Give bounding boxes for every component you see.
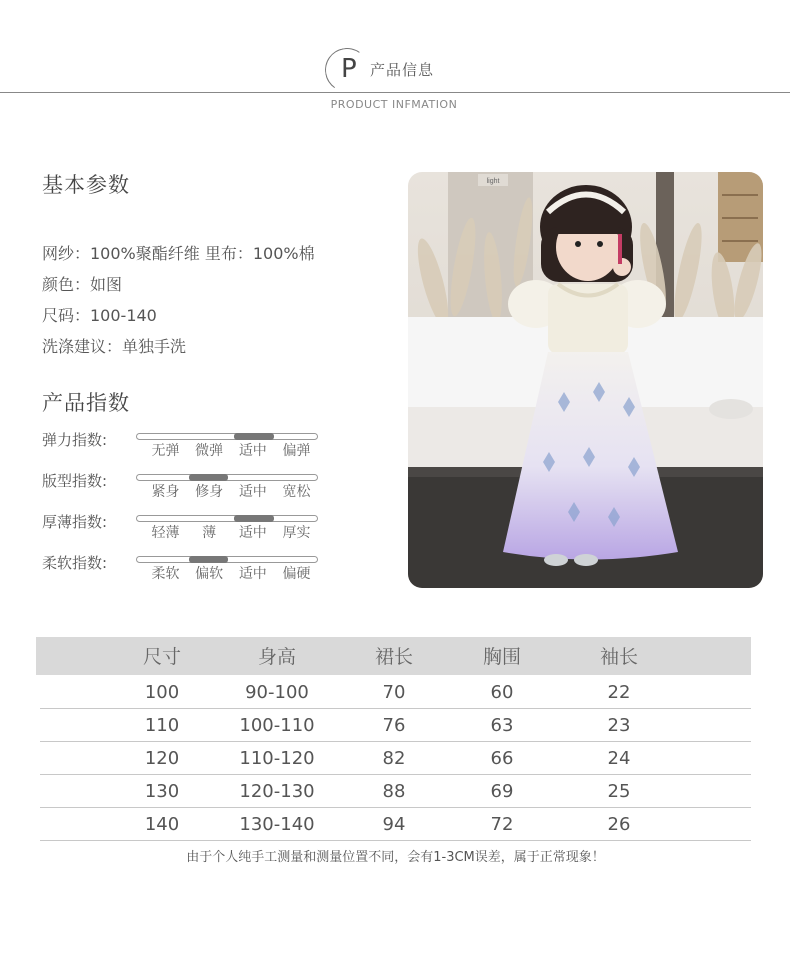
table-row-divider	[40, 708, 751, 709]
table-cell: 100-110	[239, 715, 315, 736]
table-cell: 26	[607, 814, 631, 835]
index-option: 宽松	[282, 484, 311, 500]
table-row-divider	[40, 807, 751, 808]
index-option: 微弹	[195, 443, 224, 459]
measurement-note: 由于个人纯手工测量和测量位置不同，会有1-3CM误差，属于正常现象！	[186, 850, 605, 865]
table-cell: 130-140	[239, 814, 315, 835]
logo-letter: P	[341, 54, 357, 84]
product-index-title: 产品指数	[42, 391, 130, 415]
param-color: 颜色：如图	[42, 275, 123, 294]
table-cell: 66	[490, 748, 514, 769]
index-label: 版型指数:	[42, 472, 108, 490]
table-cell: 140	[144, 814, 180, 835]
index-label: 柔软指数:	[42, 554, 108, 572]
index-options	[144, 442, 318, 460]
index-scale-bar	[136, 474, 318, 481]
index-selected-marker	[189, 556, 229, 563]
table-header-cell: 身高	[257, 646, 296, 668]
index-selected-marker	[189, 474, 229, 481]
index-option: 轻薄	[151, 525, 180, 541]
index-option: 厚实	[282, 525, 311, 541]
index-option: 适中	[238, 525, 267, 541]
index-label: 厚薄指数:	[42, 513, 108, 531]
table-cell: 60	[490, 682, 514, 703]
table-cell: 82	[382, 748, 406, 769]
table-cell: 25	[607, 781, 631, 802]
table-cell: 70	[382, 682, 406, 703]
index-option: 偏软	[195, 566, 224, 582]
index-options	[144, 524, 318, 542]
product-photo	[408, 172, 763, 588]
basic-params-title: 基本参数	[42, 173, 130, 197]
param-wash: 洗涤建议：单独手洗	[42, 337, 187, 356]
table-cell: 88	[382, 781, 406, 802]
table-cell: 22	[607, 682, 631, 703]
table-cell: 90-100	[245, 682, 309, 703]
table-cell: 69	[490, 781, 514, 802]
index-option: 修身	[195, 484, 224, 500]
table-cell: 130	[144, 781, 180, 802]
index-scale-bar	[136, 433, 318, 440]
param-size: 尺码：100-140	[42, 306, 157, 325]
index-selected-marker	[234, 515, 274, 522]
table-row-divider	[40, 774, 751, 775]
table-cell: 120	[144, 748, 180, 769]
index-option: 紧身	[151, 484, 180, 500]
index-option: 偏弹	[282, 443, 311, 459]
table-cell: 23	[607, 715, 631, 736]
header-divider	[0, 92, 790, 93]
table-row-divider	[40, 840, 751, 841]
index-option: 适中	[238, 566, 267, 582]
table-header-cell: 尺寸	[142, 646, 181, 668]
table-cell: 110-120	[239, 748, 315, 769]
photo-sign-text: light	[486, 178, 500, 185]
table-header-cell: 裙长	[374, 646, 413, 668]
table-cell: 63	[490, 715, 514, 736]
table-cell: 100	[144, 682, 180, 703]
index-option: 无弹	[151, 443, 180, 459]
table-cell: 24	[607, 748, 631, 769]
index-option: 柔软	[151, 566, 180, 582]
section-subtitle: PRODUCT INFMATION	[330, 98, 458, 111]
param-fabric: 网纱：100%聚酯纤维 里布：100%棉	[42, 244, 315, 263]
index-selected-marker	[234, 433, 274, 440]
index-options	[144, 483, 318, 501]
table-cell: 120-130	[239, 781, 315, 802]
index-option: 适中	[238, 484, 267, 500]
table-cell: 110	[144, 715, 180, 736]
girl-dress-illustration	[408, 172, 763, 588]
table-header-cell: 袖长	[599, 646, 638, 668]
index-scale-bar	[136, 556, 318, 563]
table-cell: 72	[490, 814, 514, 835]
index-scale-bar	[136, 515, 318, 522]
table-cell: 94	[382, 814, 406, 835]
index-options	[144, 565, 318, 583]
index-option: 薄	[202, 525, 217, 541]
index-label: 弹力指数:	[42, 431, 108, 449]
table-row-divider	[40, 741, 751, 742]
index-option: 适中	[238, 443, 267, 459]
table-header-cell: 胸围	[482, 646, 521, 668]
table-cell: 76	[382, 715, 406, 736]
index-option: 偏硬	[282, 566, 311, 582]
section-title: 产品信息	[370, 61, 435, 79]
